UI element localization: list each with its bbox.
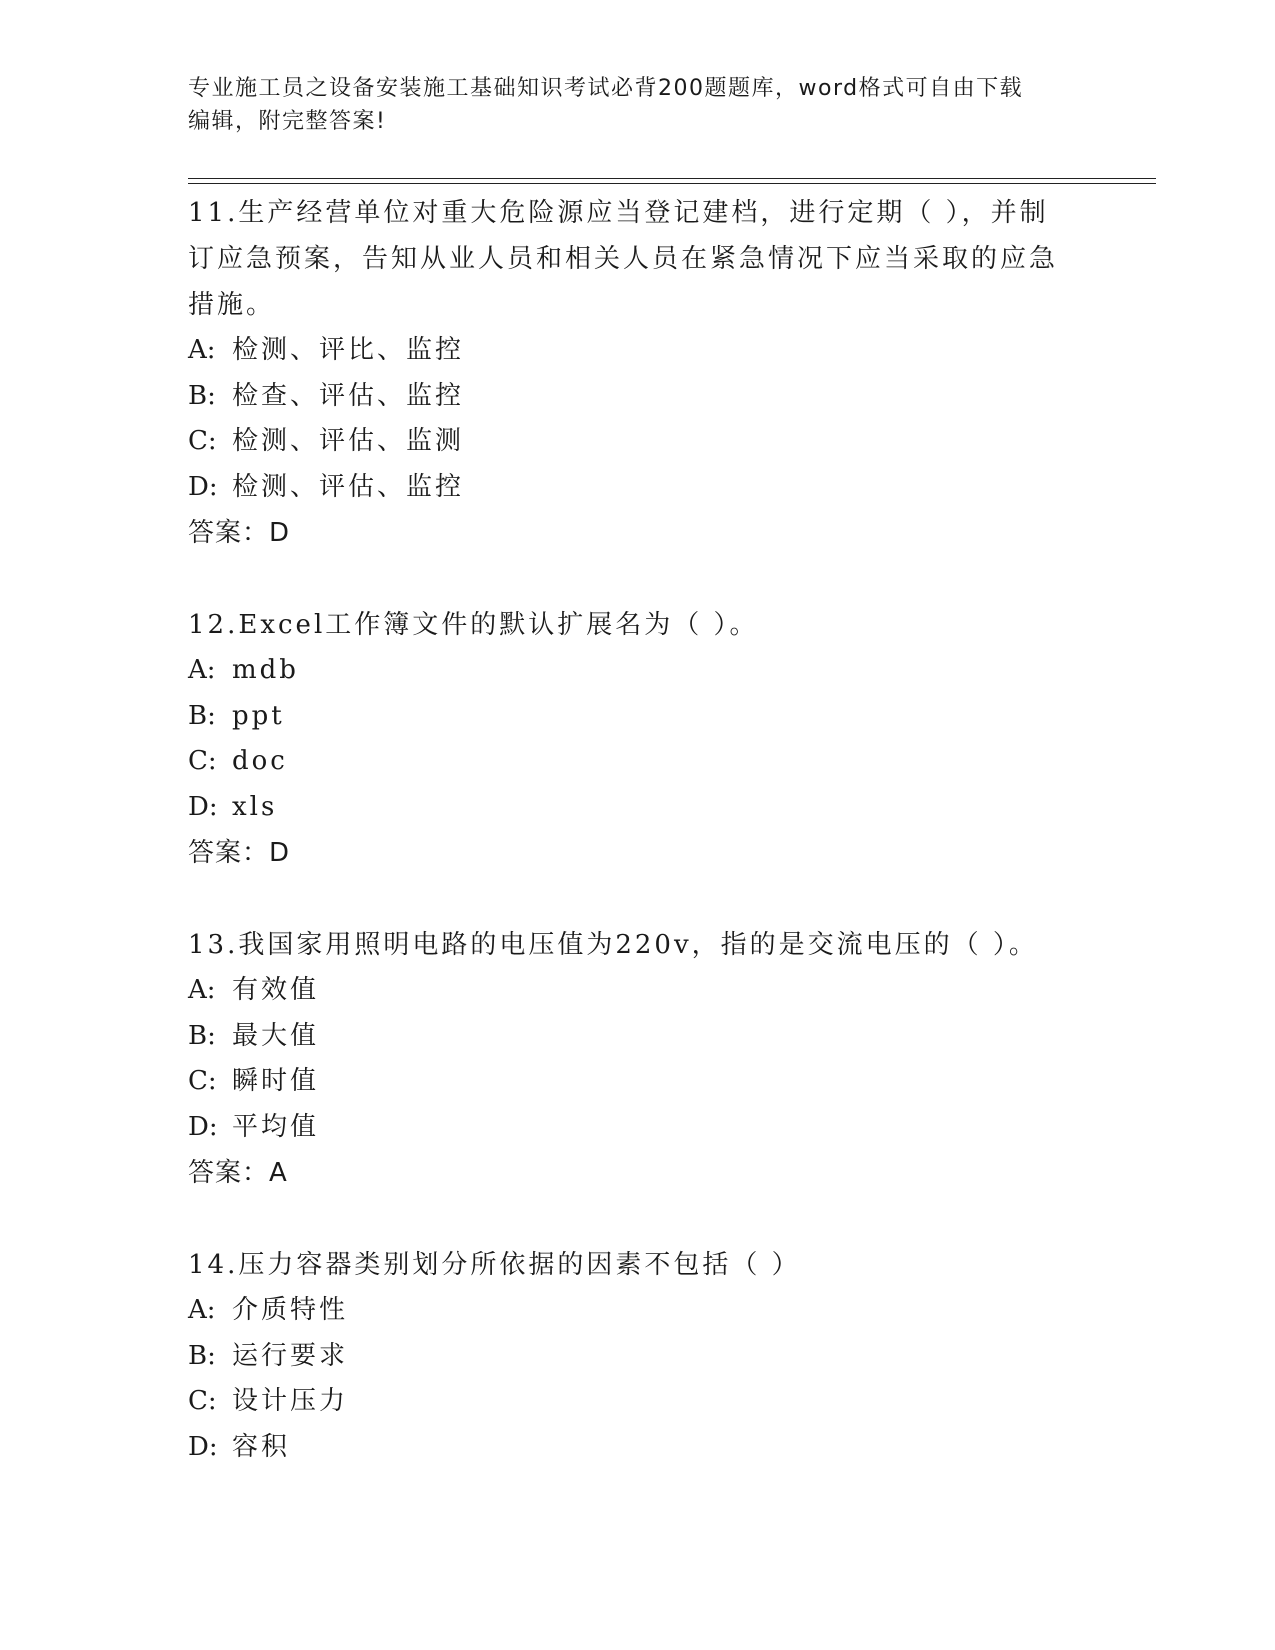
- option-text: 运行要求: [232, 1340, 349, 1371]
- option-c: [188, 1379, 1088, 1425]
- option-text: 检查、评估、监控: [232, 380, 465, 411]
- question-block: [188, 922, 1088, 1196]
- option-letter: A:: [188, 335, 216, 365]
- option-text: 设计压力: [232, 1386, 349, 1416]
- option-letter: D:: [188, 1111, 218, 1142]
- answer-line: 答案：A: [188, 1158, 288, 1188]
- option-d: [188, 785, 1088, 831]
- question-text-line: 13.我国家用照明电路的电压值为220v，指的是交流电压的（ ）。: [188, 930, 1038, 960]
- option-letter: D:: [188, 1431, 218, 1462]
- option-letter: A:: [188, 655, 216, 685]
- question-block: [188, 1242, 1088, 1470]
- question-text-line: 11.生产经营单位对重大危险源应当登记建档，进行定期（ ），并制: [188, 198, 1049, 228]
- option-c: [188, 419, 1088, 465]
- option-a: [188, 968, 1088, 1014]
- spacer: [188, 876, 1088, 922]
- option-text: 最大值: [232, 1020, 320, 1051]
- option-d: [188, 465, 1088, 511]
- option-text: 容积: [232, 1431, 291, 1462]
- option-letter: C:: [188, 1066, 217, 1096]
- option-letter: D:: [188, 471, 218, 502]
- document-header: [188, 72, 1068, 138]
- option-letter: A:: [188, 975, 216, 1005]
- option-text: 瞬时值: [232, 1066, 320, 1096]
- question-text-line: 14.压力容器类别划分所依据的因素不包括（ ）: [188, 1250, 801, 1280]
- option-letter: C:: [188, 1386, 217, 1416]
- option-letter: C:: [188, 426, 217, 456]
- option-c: [188, 1059, 1088, 1105]
- option-letter: C:: [188, 746, 217, 776]
- option-text: doc: [232, 746, 288, 776]
- option-letter: B:: [188, 1020, 216, 1051]
- option-a: [188, 328, 1088, 374]
- spacer: [188, 1196, 1088, 1242]
- option-letter: D:: [188, 791, 218, 822]
- option-d: [188, 1105, 1088, 1151]
- option-text: ppt: [232, 700, 285, 731]
- option-text: 介质特性: [232, 1295, 349, 1325]
- option-b: [188, 694, 1088, 740]
- option-text: 检测、评比、监控: [232, 335, 465, 365]
- option-d: [188, 1425, 1088, 1471]
- option-text: 检测、评估、监测: [232, 426, 465, 456]
- question-block: [188, 602, 1088, 876]
- option-c: [188, 739, 1088, 785]
- option-a: [188, 648, 1088, 694]
- question-block: [188, 190, 1088, 556]
- header-line-1: 专业施工员之设备安装施工基础知识考试必背200题题库，word格式可自由下载: [188, 76, 1024, 101]
- header-rule-bottom: [188, 183, 1156, 184]
- option-letter: B:: [188, 700, 216, 731]
- option-b: [188, 374, 1088, 420]
- option-b: [188, 1014, 1088, 1060]
- option-text: mdb: [232, 655, 299, 685]
- option-text: 检测、评估、监控: [232, 471, 465, 502]
- option-text: 有效值: [232, 975, 320, 1005]
- question-list: [188, 190, 1088, 1470]
- option-letter: A:: [188, 1295, 216, 1325]
- question-text-line: 订应急预案，告知从业人员和相关人员在紧急情况下应当采取的应急: [188, 244, 1059, 274]
- option-a: [188, 1288, 1088, 1334]
- header-rule-top: [188, 178, 1156, 179]
- spacer: [188, 556, 1088, 602]
- option-text: xls: [232, 791, 278, 822]
- header-line-2: 编辑，附完整答案!: [188, 109, 387, 134]
- option-letter: B:: [188, 380, 216, 411]
- answer-line: 答案：D: [188, 518, 291, 548]
- option-b: [188, 1334, 1088, 1380]
- option-letter: B:: [188, 1340, 216, 1371]
- answer-line: 答案：D: [188, 838, 291, 868]
- question-text-line: 措施。: [188, 290, 276, 320]
- question-text-line: 12.Excel工作簿文件的默认扩展名为（ ）。: [188, 610, 759, 640]
- option-text: 平均值: [232, 1111, 320, 1142]
